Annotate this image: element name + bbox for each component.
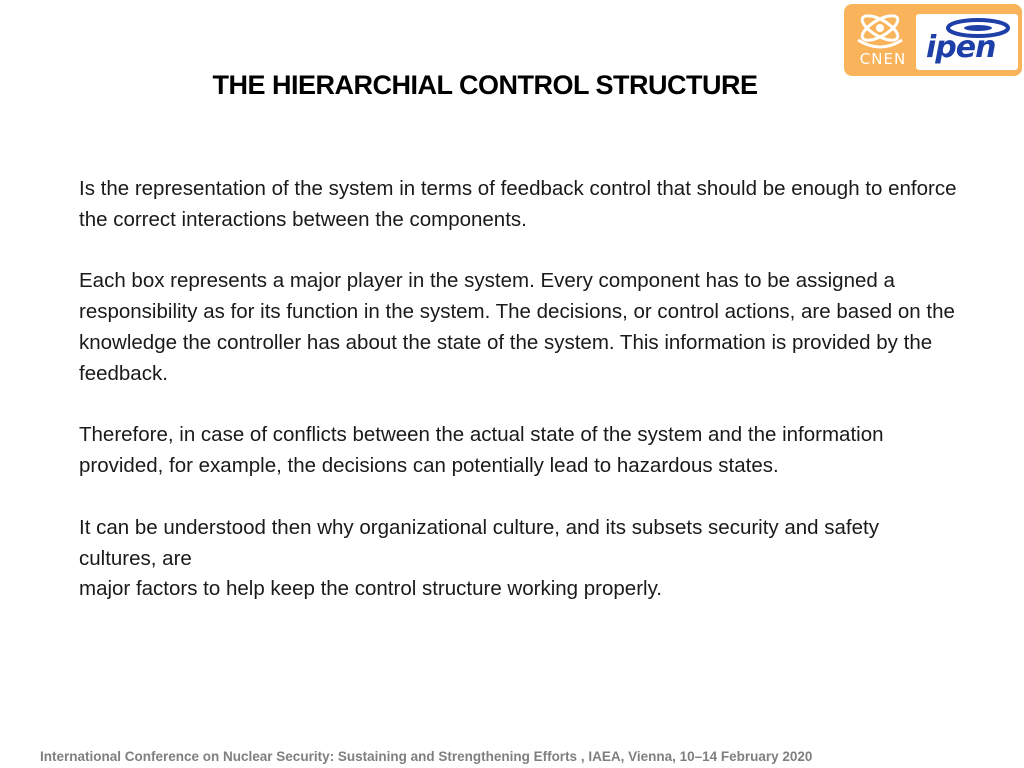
cnen-logo [844,4,916,76]
slide-body [79,174,959,605]
paragraph-components: Each box represents a major player in the system. Every component has to be assigned a responsibility as for its function in the system. The decisions, or control actions, are based on the knowledge the controller has about the state of the system. This information is provided by the feedback. [79,269,955,385]
paragraph-culture [79,513,959,605]
paragraph-culture-line-2: major factors to help keep the control structure working properly. [79,577,662,601]
institution-logo [844,4,1022,76]
slide-title: THE HIERARCHIAL CONTROL STRUCTURE [212,70,758,100]
paragraph-conflicts: Therefore, in case of conflicts between the actual state of the system and the information provided, for example, the decisions can potentially lead to hazardous states. [79,423,884,478]
cnen-label: CNEN [859,50,907,68]
paragraph-definition: Is the representation of the system in terms of feedback control that should be enough to enforce the correct interactions between the components. [79,177,957,231]
ipen-logo [916,14,1018,70]
paragraph-culture-line-1: It can be understood then why organizational culture, and its subsets security and safety cultures, are [79,515,879,570]
slide-footer: International Conference on Nuclear Security: Sustaining and Strengthening Efforts , IAEA, Vienna, 10–14 February 2020 [40,749,813,764]
ipen-label: ipen [926,30,996,65]
